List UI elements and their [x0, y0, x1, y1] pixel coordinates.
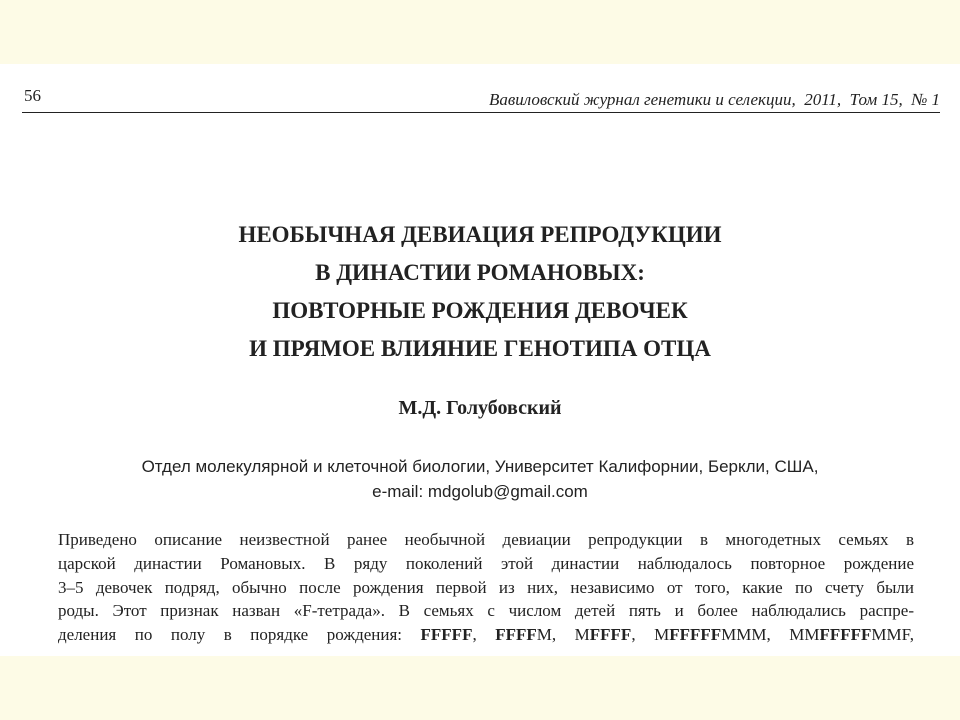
- title-line: И ПРЯМОЕ ВЛИЯНИЕ ГЕНОТИПА ОТЦА: [249, 336, 711, 361]
- f-run: FFFFF: [669, 625, 722, 645]
- sex-sequence: FFFFM,: [495, 625, 557, 645]
- title-line: В ДИНАСТИИ РОМАНОВЫХ:: [315, 260, 645, 285]
- running-header: [22, 86, 940, 113]
- sex-sequence: MFFFFFMMM,: [654, 625, 771, 645]
- abstract-line: Приведено описание неизвестной ранее необычной девиации репродукции в многодетных семьях в: [58, 530, 914, 549]
- f-run: FFFF: [589, 625, 632, 645]
- abstract-line-sequences: [58, 623, 914, 647]
- title-line: ПОВТОРНЫЕ РОЖДЕНИЯ ДЕВОЧЕК: [272, 298, 688, 323]
- paper-page: [0, 64, 960, 656]
- author-name: М.Д. Голубовский: [398, 397, 562, 419]
- abstract-line: царской династии Романовых. В ряду поколений этой династии наблюдалось повторное рождение: [58, 553, 914, 573]
- journal-citation: Вавиловский журнал генетики и селекции, 2011, Том 15, № 1: [488, 90, 940, 109]
- f-run: FFFF: [495, 625, 537, 645]
- f-run: FFFFF: [420, 625, 473, 645]
- f-run: FFFFF: [819, 625, 872, 645]
- abstract-line: 3–5 девочек подряд, обычно после рождения первой из них, независимо от того, какие по счету были: [58, 577, 914, 597]
- abstract: [58, 528, 914, 647]
- email-line: e-mail: mdgolub@gmail.com: [372, 482, 588, 501]
- author-affiliation: [0, 454, 960, 504]
- sex-sequence: MFFFF,: [574, 625, 636, 645]
- sequence-intro: деления по полу в порядке рождения:: [58, 625, 403, 645]
- page-number: 56: [24, 86, 41, 105]
- sex-sequence: FFFFF,: [420, 625, 477, 645]
- abstract-line: роды. Этот признак назван «F-тетрада». В семьях с числом детей пять и более наблюдались распре-: [58, 601, 914, 621]
- sex-sequences: [421, 625, 914, 644]
- title-line: НЕОБЫЧНАЯ ДЕВИАЦИЯ РЕПРОДУКЦИИ: [238, 222, 722, 247]
- affiliation-line: Отдел молекулярной и клеточной биологии, Университет Калифорнии, Беркли, США,: [141, 457, 819, 476]
- article-title: [0, 216, 960, 368]
- sex-sequence: MMFFFFFMMF,: [789, 625, 914, 645]
